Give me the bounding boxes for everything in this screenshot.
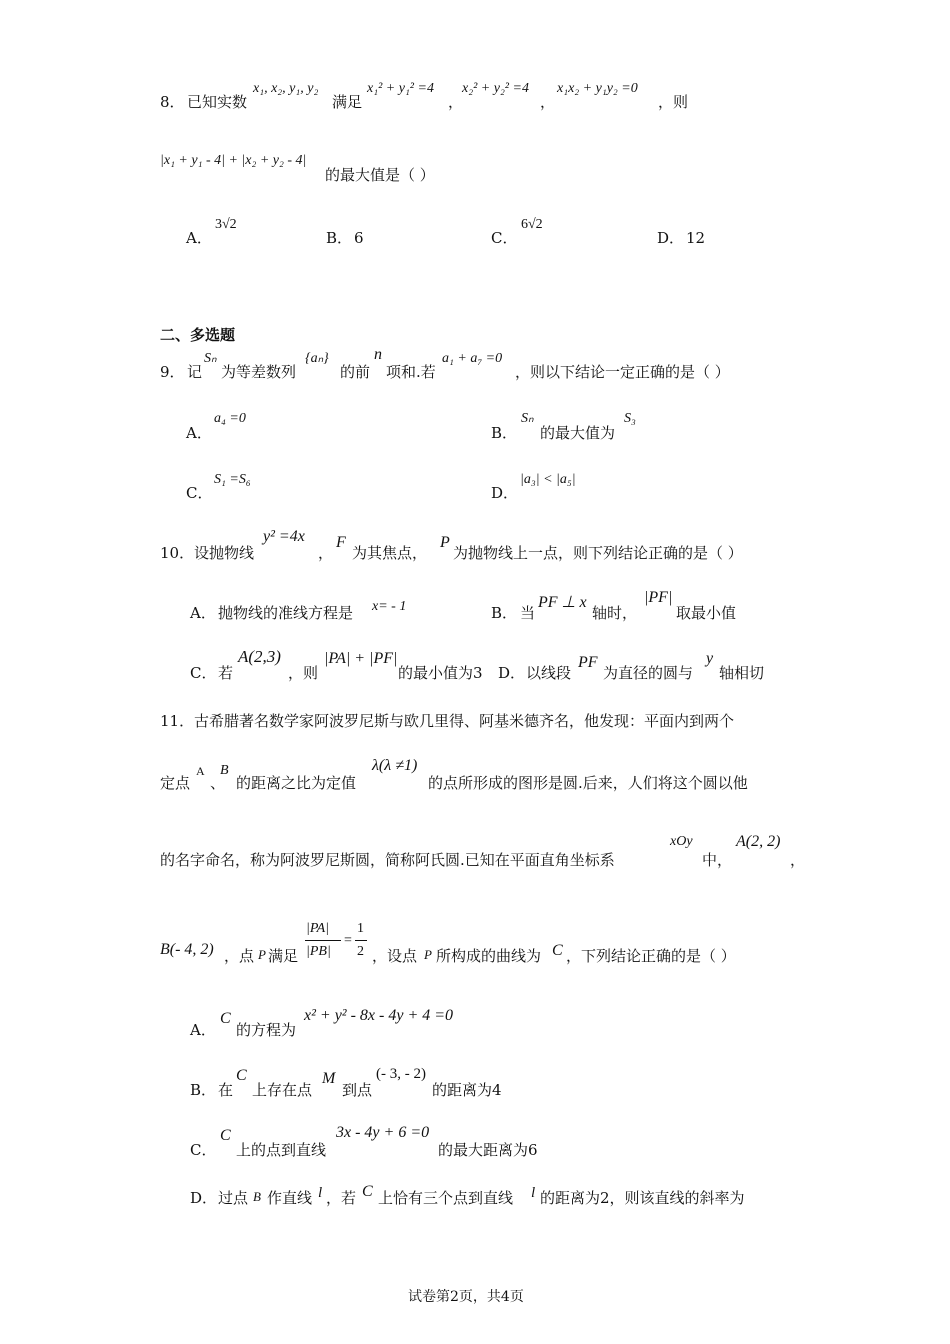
q11-option-b-label: B．: [190, 1081, 217, 1099]
section-heading: 二、多选题: [160, 326, 236, 344]
q11-option-d-b: B: [253, 1189, 261, 1204]
q11-text: 定点: [160, 774, 191, 792]
q8-option-b-value: 6: [354, 229, 364, 247]
q10-option-b-text: 当: [520, 604, 536, 622]
q11-half-numerator: 1: [357, 921, 364, 936]
q8-option-a-label: A．: [186, 229, 212, 247]
q10-option-d-y: y: [706, 650, 714, 667]
q11-text: ，: [790, 851, 806, 869]
q10-option-d-label: D．: [498, 664, 526, 682]
q9-option-b-label: B．: [491, 424, 518, 442]
q9-option-d-label: D．: [491, 484, 519, 502]
q9-option-b-expr: S₃: [624, 411, 636, 426]
q9-option-c-label: C．: [186, 484, 213, 502]
q11-equals: =: [344, 933, 352, 948]
q11-p: P: [424, 947, 432, 962]
q11-fraction-bar: [305, 940, 341, 941]
q9-number: 9．: [160, 363, 185, 381]
q11-option-d-c: C: [362, 1183, 373, 1200]
q10-option-c-expr: |PA| + |PF|: [324, 650, 398, 667]
q11-option-c-expr: 3x - 4y + 6 =0: [336, 1124, 430, 1141]
q11-option-d-text: 作直线: [267, 1189, 313, 1207]
q11-text: 的距离之比为定值: [236, 774, 357, 792]
q10-option-d-text: 轴相切: [719, 664, 765, 682]
page-footer: 试卷第2页，共4页: [408, 1289, 524, 1305]
q11-option-a-c: C: [220, 1010, 231, 1027]
q8-equation-3: x₁x₂ + y₁y₂ =0: [557, 81, 638, 96]
q11-number: 11．: [160, 712, 195, 730]
q10-comma: ，: [318, 544, 334, 562]
q11-option-b-point: (- 3, - 2): [376, 1066, 426, 1082]
q8-text: ，则: [658, 93, 689, 111]
q11-option-b-text: 上存在点: [252, 1081, 313, 1099]
q10-option-d-text: 为直径的圆与: [603, 664, 694, 682]
q8-option-c-label: C．: [491, 229, 518, 247]
q10-option-d-pf: PF: [578, 654, 598, 671]
q10-number: 10．: [160, 544, 195, 562]
q10-option-b-expr: |PF|: [644, 589, 673, 606]
q9-text: 项和.若: [386, 363, 436, 381]
q9-option-b-text: 的最大值为: [540, 424, 616, 442]
q11-option-b-m: M: [322, 1070, 336, 1087]
q11-point-b: B: [220, 763, 229, 778]
q11-option-d-text: ，若: [326, 1189, 357, 1207]
q11-point-a-coords: A(2, 2): [736, 833, 781, 850]
q9-condition: a₁ + a₇ =0: [442, 351, 503, 366]
q11-option-c-label: C．: [190, 1141, 217, 1159]
q9-option-a-expr: a₄ =0: [214, 411, 246, 426]
q11-text: 、: [210, 774, 226, 792]
q11-text: ，下列结论正确的是（ ）: [566, 947, 736, 965]
q11-option-d-label: D．: [190, 1189, 218, 1207]
q10-option-a-label: A．: [190, 604, 216, 622]
q11-option-b-text: 的距离为4: [432, 1081, 502, 1099]
q11-text: 的名字命名，称为阿波罗尼斯圆，简称阿氏圆.已知在平面直角坐标系: [160, 851, 615, 869]
q10-option-a-expr: x= - 1: [372, 599, 407, 614]
q8-option-a-value: 3√2: [215, 217, 237, 232]
q10-option-b-label: B．: [491, 604, 518, 622]
q11-text: 满足: [268, 947, 299, 965]
q11-text: 所构成的曲线为: [436, 947, 542, 965]
q11-point-b-coords: B(- 4, 2): [160, 941, 214, 958]
q11-option-c-text: 上的点到直线: [236, 1141, 327, 1159]
q10-option-c-text: 的最小值为3: [398, 664, 483, 682]
q11-option-a-text: 的方程为: [236, 1021, 297, 1039]
q11-option-d-l: l: [531, 1185, 536, 1201]
q8-number: 8．: [160, 93, 185, 111]
q11-half-denominator: 2: [357, 944, 364, 959]
q8-vars: x₁, x₂, y₁, y₂: [253, 81, 319, 96]
q11-p: P: [258, 947, 266, 962]
q8-expression: |x₁ + y₁ - 4| + |x₂ + y₂ - 4|: [160, 153, 307, 168]
q11-option-a-label: A．: [190, 1021, 216, 1039]
q11-text: 中，: [702, 851, 733, 869]
q8-equation-1: x₁² + y₁² =4: [367, 81, 434, 96]
q8-question-text: 的最大值是（ ）: [325, 166, 435, 184]
q10-option-b-text: 轴时，: [592, 604, 638, 622]
q11-option-d-text: 过点: [218, 1189, 249, 1207]
q10-option-d-text: 以线段: [526, 664, 572, 682]
q8-option-d-label: D．: [657, 229, 685, 247]
q8-comma: ，: [540, 93, 556, 111]
q8-comma: ，: [448, 93, 464, 111]
q11-option-c-text: 的最大距离为6: [438, 1141, 538, 1159]
q9-text: 的前: [340, 363, 371, 381]
q8-option-d-value: 12: [686, 229, 706, 247]
q11-ratio-numerator: |PA|: [306, 921, 329, 936]
q10-text: 为其焦点，: [352, 544, 428, 562]
q9-text: 为等差数列: [221, 363, 297, 381]
q10-option-c-label: C．: [190, 664, 217, 682]
q11-option-d-l: l: [318, 1185, 323, 1201]
q8-text: 已知实数: [187, 93, 248, 111]
q8-equation-2: x₂² + y₂² =4: [462, 81, 529, 96]
q11-text: 的点所形成的图形是圆.后来，人们将这个圆以他: [428, 774, 748, 792]
q11-text: ，设点: [372, 947, 418, 965]
q11-c: C: [552, 942, 563, 959]
q10-option-a-text: 抛物线的准线方程是: [218, 604, 354, 622]
q11-option-a-expr: x² + y² - 8x - 4y + 4 =0: [304, 1007, 454, 1024]
q11-line-1: 古希腊著名数学家阿波罗尼斯与欧几里得、阿基米德齐名，他发现：平面内到两个: [194, 712, 735, 730]
q9-option-c-expr: S₁ =S₆: [214, 472, 251, 487]
q11-option-b-text: 到点: [342, 1081, 373, 1099]
q9-sn: Sₙ: [204, 351, 217, 366]
q9-text: ，则以下结论一定正确的是（ ）: [515, 363, 730, 381]
q10-option-c-text: ，则: [288, 664, 319, 682]
q8-option-c-value: 6√2: [521, 217, 543, 232]
q9-n: n: [374, 346, 382, 363]
q11-lambda: λ(λ ≠1): [372, 757, 418, 774]
q11-option-d-text: 上恰有三个点到直线: [378, 1189, 514, 1207]
q10-option-c-point: A(2,3): [238, 647, 281, 666]
q11-half-bar: [355, 940, 367, 941]
q11-option-b-c: C: [236, 1067, 247, 1084]
q9-text: 记: [187, 363, 203, 381]
q10-text: 为抛物线上一点，则下列结论正确的是（ ）: [453, 544, 743, 562]
q9-option-b-expr: Sₙ: [521, 411, 534, 426]
q10-f: F: [336, 534, 346, 551]
q11-text: ，点: [224, 947, 255, 965]
q9-option-d-expr: |a₃| < |a₅|: [520, 472, 576, 487]
q11-option-d-text: 的距离为2，则该直线的斜率为: [540, 1189, 745, 1207]
q11-option-c-c: C: [220, 1127, 231, 1144]
q10-option-b-text: 取最小值: [676, 604, 737, 622]
q11-xoy: xOy: [670, 834, 693, 849]
q10-p: P: [440, 534, 450, 551]
q10-text: 设抛物线: [194, 544, 255, 562]
q10-equation: y² =4x: [263, 528, 305, 545]
q9-sequence: {aₙ}: [305, 351, 329, 366]
q10-option-b-expr: PF ⊥ x: [538, 594, 587, 611]
q9-option-a-label: A．: [186, 424, 212, 442]
q11-ratio-denominator: |PB|: [306, 944, 331, 959]
q10-option-c-text: 若: [218, 664, 234, 682]
q8-text: 满足: [332, 93, 363, 111]
q8-option-b-label: B．: [326, 229, 353, 247]
q11-option-b-text: 在: [218, 1081, 234, 1099]
q11-point-a: A: [196, 764, 205, 778]
